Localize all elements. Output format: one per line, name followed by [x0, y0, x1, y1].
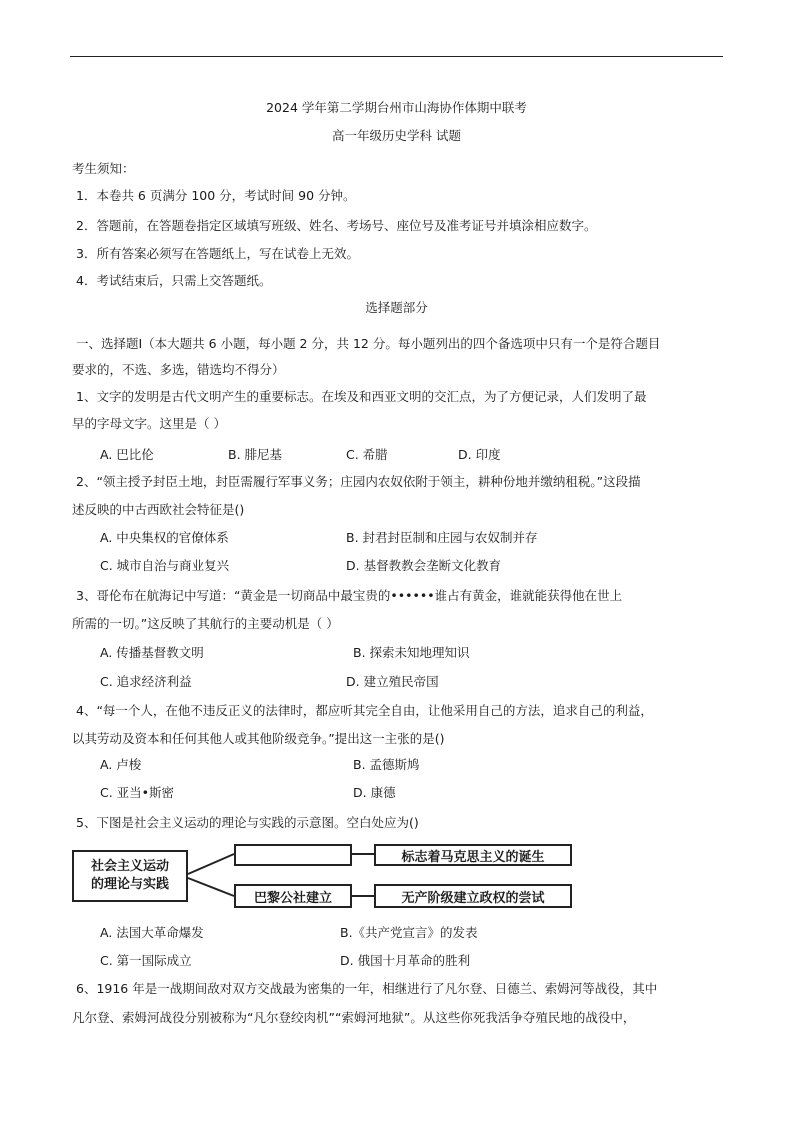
option-c: C. 希腊: [346, 447, 388, 462]
diagram-branch-bottom: 巴黎公社建立: [234, 884, 352, 908]
option-d: D. 康德: [353, 785, 396, 800]
option-b: B. 孟德斯鸠: [353, 757, 420, 772]
connector-line: [188, 854, 234, 874]
option-b: B. 腓尼基: [228, 447, 283, 462]
diagram-blank-box: [234, 844, 352, 866]
option-d: D. 建立殖民帝国: [346, 674, 439, 689]
question-text: 所需的一切。”这反映了其航行的主要动机是（ ）: [72, 616, 339, 631]
diagram-result-bottom: 无产阶级建立政权的尝试: [374, 884, 572, 908]
option-b: B.《共产党宣言》的发表: [340, 925, 478, 940]
socialism-diagram: [72, 842, 592, 912]
section-intro: 一、选择题Ⅰ（本大题共 6 小题，每小题 2 分，共 12 分。每小题列出的四个备选项中只有一个是符合题目: [76, 336, 661, 351]
header-rule: [70, 56, 723, 57]
question-text: 3、哥伦布在航海记中写道：“黄金是一切商品中最宝贵的••••••谁占有黄金，谁就能获得他在世上: [76, 588, 623, 603]
question-text: 述反映的中古西欧社会特征是(): [72, 502, 245, 517]
option-c: C. 追求经济利益: [100, 674, 192, 689]
option-a: A. 中央集权的官僚体系: [100, 530, 229, 545]
notice-heading: 考生须知：: [72, 161, 135, 176]
question-text: 2、“领主授予封臣土地，封臣需履行军事义务；庄园内农奴依附于领主，耕种份地并缴纳租税。”这段描: [76, 474, 641, 489]
option-b: B. 封君封臣制和庄园与农奴制并存: [346, 530, 538, 545]
notice-item: 2．答题前，在答题卷指定区域填写班级、姓名、考场号、座位号及准考证号并填涂相应数字。: [76, 218, 597, 233]
question-text: 5、下图是社会主义运动的理论与实践的示意图。空白处应为(): [76, 815, 419, 830]
question-text: 早的字母文字。这里是（ ）: [72, 416, 226, 431]
option-b: B. 探索未知地理知识: [353, 645, 470, 660]
notice-item: 1．本卷共 6 页满分 100 分，考试时间 90 分钟。: [76, 188, 356, 203]
question-text: 凡尔登、索姆河战役分别被称为“凡尔登绞肉机”“索姆河地狱”。从这些你死我活争夺殖民地的战役中，: [72, 1010, 636, 1025]
exam-title: 2024 学年第二学期台州市山海协作体期中联考: [266, 100, 527, 115]
question-text: 1、文字的发明是古代文明产生的重要标志。在埃及和西亚文明的交汇点，为了方便记录，人们发明了最: [76, 389, 647, 404]
notice-item: 3．所有答案必须写在答题纸上，写在试卷上无效。: [76, 246, 359, 261]
exam-subtitle: 高一年级历史学科 试题: [332, 128, 461, 143]
option-d: D. 印度: [458, 447, 501, 462]
option-c: C. 城市自治与商业复兴: [100, 558, 230, 573]
option-a: A. 巴比伦: [100, 447, 154, 462]
option-d: D. 基督教教会垄断文化教育: [346, 558, 502, 573]
diagram-root: 社会主义运动 的理论与实践: [72, 850, 188, 902]
option-c: C. 亚当•斯密: [100, 785, 175, 800]
notice-item: 4．考试结束后，只需上交答题纸。: [76, 273, 272, 288]
option-c: C. 第一国际成立: [100, 953, 192, 968]
section-intro: 要求的，不选、多选，错选均不得分）: [72, 362, 285, 377]
diagram-result-top: 标志着马克思主义的诞生: [374, 844, 572, 866]
connector-line: [188, 878, 234, 896]
option-d: D. 俄国十月革命的胜利: [340, 953, 471, 968]
question-text: 以其劳动及资本和任何其他人或其他阶级竞争。”提出这一主张的是(): [72, 731, 445, 746]
option-a: A. 卢梭: [100, 757, 142, 772]
question-text: 6、1916 年是一战期间敌对双方交战最为密集的一年，相继进行了凡尔登、日德兰、索姆河等战役，其中: [76, 981, 658, 996]
option-a: A. 传播基督教文明: [100, 645, 204, 660]
section-title: 选择题部分: [365, 300, 428, 315]
option-a: A. 法国大革命爆发: [100, 925, 204, 940]
question-text: 4、“每一个人，在他不违反正义的法律时，都应听其完全自由，让他采用自己的方法，追求自己的利益，: [76, 703, 653, 718]
